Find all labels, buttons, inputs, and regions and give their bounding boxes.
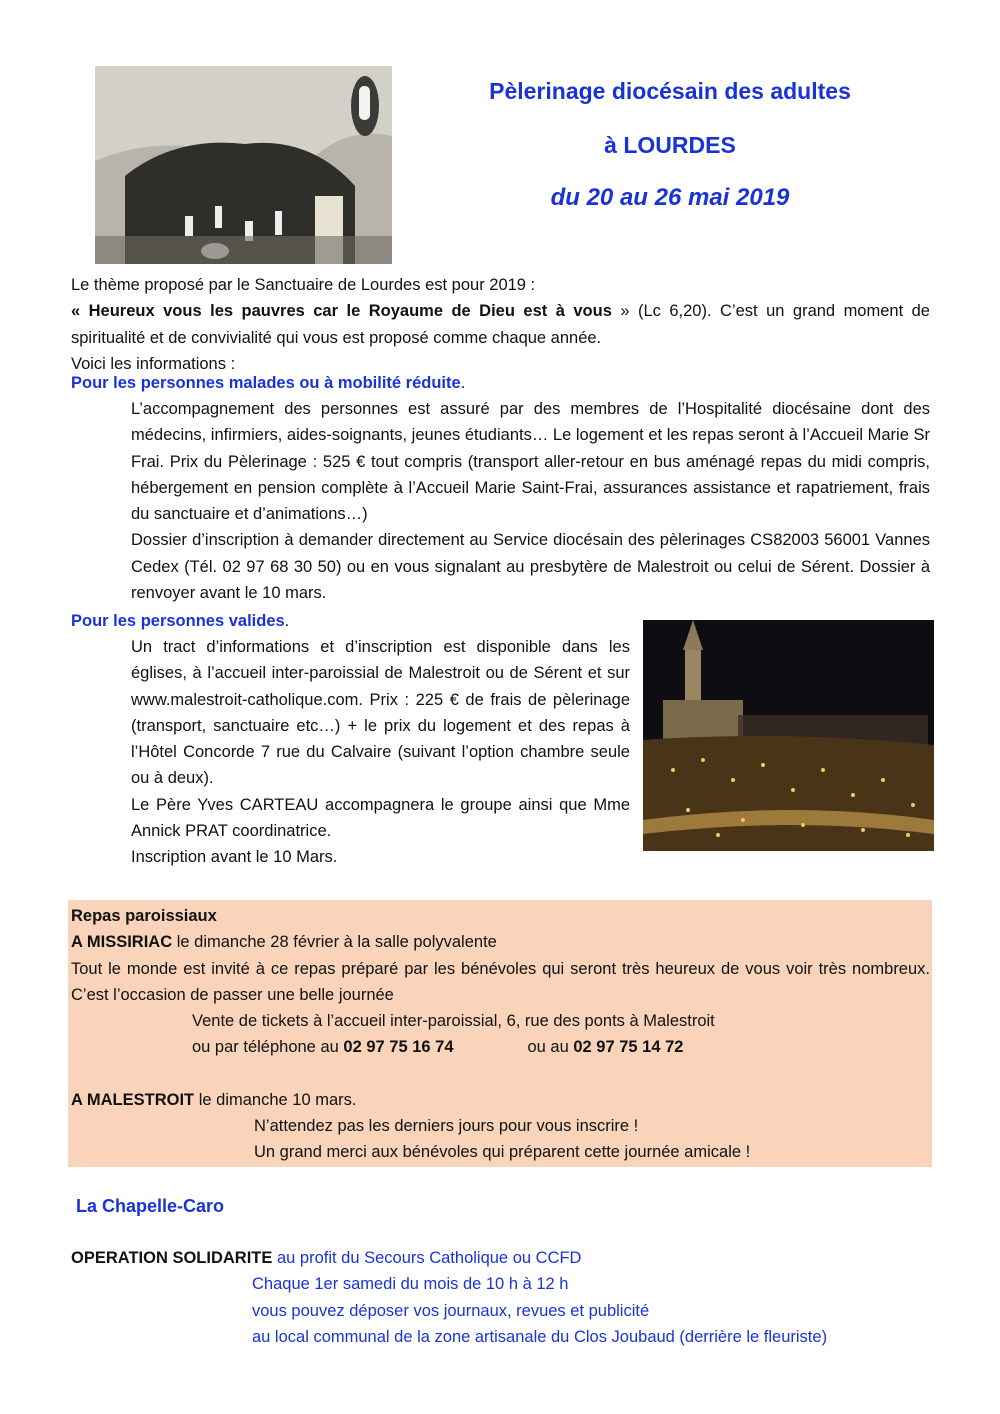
- phone-1: 02 97 75 16 74: [343, 1038, 454, 1057]
- valides-heading-end: .: [284, 612, 290, 630]
- operation-line: [71, 1245, 930, 1271]
- malestroit-label: A MALESTROIT: [71, 1090, 195, 1109]
- repas-note-1: N’attendez pas les derniers jours pour vous inscrire !: [254, 1117, 639, 1136]
- intro-quote-suffix: » (Lc 6,20). C’est un grand moment de spiritualité et de convivialité qui vous est proposé comme chaque année.: [71, 302, 930, 347]
- chapelle-heading: La Chapelle-Caro: [76, 1196, 225, 1216]
- repas-malestroit: [71, 1087, 930, 1113]
- title-line-1: Pèlerinage diocésain des adultes: [489, 78, 851, 104]
- intro-block: [71, 272, 930, 377]
- malades-heading-end: .: [460, 374, 466, 392]
- phone-mid: ou au: [527, 1038, 574, 1057]
- valides-body: [131, 634, 630, 871]
- repas-phones: [71, 1034, 930, 1060]
- intro-quote-paragraph: [71, 298, 930, 351]
- repas-content: [71, 903, 930, 1166]
- valides-paragraph-2: Le Père Yves CARTEAU accompagnera le groupe ainsi que Mme Annick PRAT coordinatrice.: [131, 795, 630, 841]
- malades-body: [131, 396, 930, 606]
- malades-heading: Pour les personnes malades ou à mobilité réduite: [71, 374, 461, 392]
- malestroit-text: le dimanche 10 mars.: [194, 1090, 357, 1109]
- procession-photo: [643, 620, 934, 851]
- intro-line-1: Le thème proposé par le Sanctuaire de Lourdes est pour 2019 :: [71, 276, 536, 294]
- operation-label: OPERATION SOLIDARITE: [71, 1249, 273, 1267]
- repas-note-2: Un grand merci aux bénévoles qui préparent cette journée amicale !: [254, 1143, 751, 1162]
- grotto-illustration: [95, 66, 392, 264]
- malades-paragraph-1: L’accompagnement des personnes est assuré par des membres de l’Hospitalité diocésaine dont des médecins, infirmiers, aides-soignants, jeunes étudiants… Le logement et les repas seront à l’Accueil Marie Sr Frai. Prix du Pèlerinage : 525 € tout compris (transport aller-retour en bus aménagé repas du midi compris, hébergement en pension complète à l’Accueil Marie Saint-Frai, assurances assistance et rapatriement, frais du sanctuaire et d’animations…): [131, 400, 930, 524]
- valides-paragraph-1: Un tract d’informations et d’inscription est disponible dans les églises, à l’accueil inter-paroissial de Malestroit ou de Sérent et sur www.malestroit-catholique.com. Prix : 225 € de frais de pèlerinage (transport, sanctuaire etc…) + le prix du logement et des repas à l’Hôtel Concorde 7 rue du Calvaire (suivant l’option chambre seule ou à deux).: [131, 638, 630, 788]
- grotto-photo: [95, 66, 392, 264]
- title-dates: du 20 au 26 mai 2019: [550, 184, 790, 211]
- operation-text: au profit du Secours Catholique ou CCFD: [272, 1249, 582, 1267]
- phone-prefix: ou par téléphone au: [192, 1038, 344, 1057]
- repas-tickets: Vente de tickets à l’accueil inter-paroissial, 6, rue des ponts à Malestroit: [192, 1012, 715, 1031]
- section-valides-heading: [71, 608, 630, 634]
- chapelle-content: [71, 1245, 930, 1350]
- repas-missiriac: [71, 929, 930, 955]
- missiriac-label: A MISSIRIAC: [71, 933, 173, 952]
- intro-quote: « Heureux vous les pauvres car le Royaume de Dieu est à vous: [71, 302, 612, 321]
- title-line-2: à LOURDES: [604, 132, 736, 158]
- procession-illustration: [643, 620, 934, 851]
- operation-line-4: au local communal de la zone artisanale du Clos Joubaud (derrière le fleuriste): [252, 1327, 828, 1346]
- missiriac-text: le dimanche 28 février à la salle polyvalente: [172, 933, 497, 952]
- repas-invite: Tout le monde est invité à ce repas préparé par les bénévoles qui seront très heureux de vous voir très nombreux. C’est l’occasion de passer une belle journée: [71, 959, 930, 1004]
- valides-heading: Pour les personnes valides: [71, 612, 285, 630]
- operation-line-2: Chaque 1er samedi du mois de 10 h à 12 h: [252, 1275, 569, 1294]
- operation-line-3: vous pouvez déposer vos journaux, revues et publicité: [252, 1301, 650, 1320]
- phone-2: 02 97 75 14 72: [573, 1038, 684, 1057]
- repas-heading: Repas paroissiaux: [71, 907, 217, 925]
- valides-paragraph-3: Inscription avant le 10 Mars.: [131, 848, 338, 867]
- intro-voici: Voici les informations :: [71, 354, 236, 373]
- section-malades-heading: [71, 370, 930, 396]
- malades-paragraph-2: Dossier d’inscription à demander directement au Service diocésain des pèlerinages CS82003 56001 Vannes Cedex (Tél. 02 97 68 30 50) ou en vous signalant au presbytère de Malestroit ou celui de Sérent. Dossier à renvoyer avant le 10 mars.: [131, 531, 930, 603]
